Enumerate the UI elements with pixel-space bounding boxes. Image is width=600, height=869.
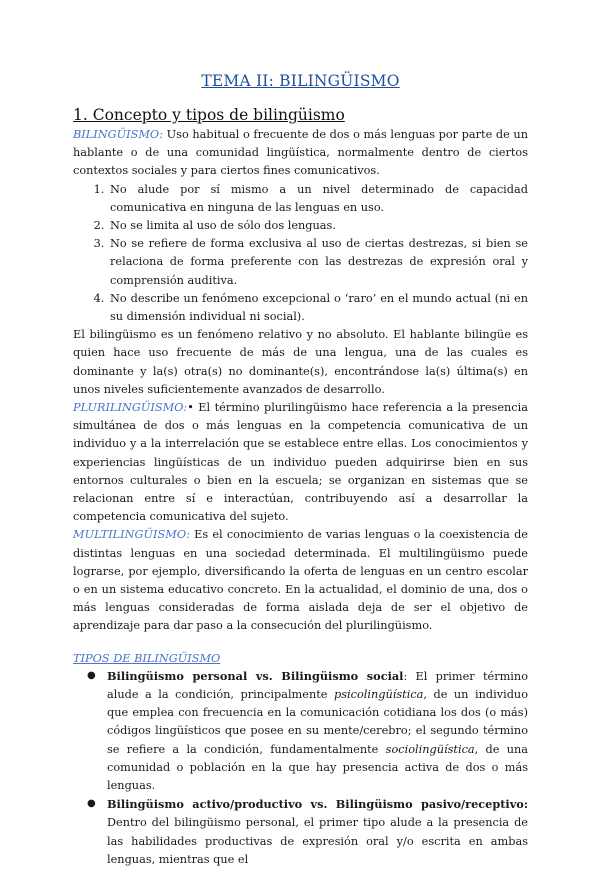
plurilinguismo-text: • El término plurilingüismo hace referencia a la presencia simultánea de dos o más lenguas en la competencia comunicativa de un individuo y a la interrelación que se establece entre ellas. Los conocimientos y experiencias lingüísticas de un individuo pueden adquirirse bien en sus entornos culturales o bien en la escuela; se organizan en sistemas que se relacionan entre sí e interactúan, contribuyendo así a desarrollar la competencia comunicativa del sujeto.: [73, 401, 528, 524]
list-item: [87, 667, 528, 795]
bullet-icon: ●: [87, 669, 96, 681]
type-emphasis: sociolingüística: [385, 742, 475, 756]
type-text: , de una comunidad o población en la que hay presencia activa de dos o más lenguas.: [107, 742, 528, 792]
type-text: : El primer término alude a la condición, principalmente: [107, 669, 528, 701]
relative-paragraph: El bilingüismo es un fenómeno relativo y no absoluto. El hablante bilingüe es quien hace uso frecuente de más de una lengua, una de las cuales es dominante y la(s) otra(s) no dominante(s), encontrándose la(s) última(s) en unos niveles suficientemente avanzados de desarrollo.: [73, 328, 528, 396]
types-list: [73, 667, 528, 869]
list-item: 1. No alude por sí mismo a un nivel determinado de capacidad comunicativa en ninguna de las lenguas en uso.: [108, 181, 528, 217]
bilinguismo-definition: [73, 126, 528, 181]
list-item: 4. No describe un fenómeno excepcional o ‘raro’ en el mundo actual (ni en su dimensión individual ni social).: [108, 290, 528, 326]
multilinguismo-term: MULTILINGÜISMO:: [73, 528, 190, 542]
numbered-list: [73, 181, 528, 327]
multilinguismo-text: Es el conocimiento de varias lenguas o la coexistencia de distintas lenguas en una sociedad determinada. El multilingüismo puede lograrse, por ejemplo, diversificando la oferta de lenguas en un centro escolar o en un sistema educativo concreto. En la actualidad, el dominio de una, dos o más lenguas consideradas de forma aislada deja de ser el objetivo de aprendizaje para dar paso a la consecución del plurilingüismo.: [73, 528, 528, 633]
list-item: 3. No se refiere de forma exclusiva al uso de ciertas destrezas, si bien se relaciona de forma preferente con las destrezas de expresión oral y comprensión auditiva.: [108, 235, 528, 290]
bullet-icon: ●: [87, 798, 96, 810]
bilinguismo-text: Uso habitual o frecuente de dos o más lenguas por parte de un hablante o de una comunidad lingüística, normalmente dentro de ciertos contextos sociales y para ciertos fines comunicativos.: [73, 128, 528, 178]
bilinguismo-term: BILINGÜISMO:: [73, 128, 163, 141]
multilinguismo-definition: [73, 526, 528, 635]
list-item: 2. No se limita al uso de sólo dos lenguas.: [108, 217, 528, 235]
type-emphasis: psicolingüística: [333, 687, 424, 701]
type-term: Bilingüismo personal vs. Bilingüismo social: [107, 668, 404, 683]
types-heading: TIPOS DE BILINGÜISMO: [73, 651, 221, 665]
type-term: Bilingüismo activo/productivo vs. Bilingüismo pasivo/receptivo:: [107, 797, 528, 812]
section-heading: 1. Concepto y tipos de bilingüismo: [73, 106, 345, 124]
plurilinguismo-term: PLURILINGÜISMO:: [73, 401, 188, 415]
type-text: Dentro del bilingüismo personal, el primer tipo alude a la presencia de las habilidades productivas de expresión oral y/o escrita en ambas lenguas, mientras que el: [107, 816, 528, 866]
list-item: [87, 795, 528, 869]
document-title: TEMA II: BILINGÜISMO: [201, 72, 400, 90]
plurilinguismo-definition: [73, 399, 528, 526]
type-text: , de un individuo que emplea con frecuencia en la comunicación cotidiana los dos (o más) códigos lingüísticos que posee en su mente/cerebro; el segundo término se refiere a la condición, fundamentalmente: [107, 687, 528, 756]
